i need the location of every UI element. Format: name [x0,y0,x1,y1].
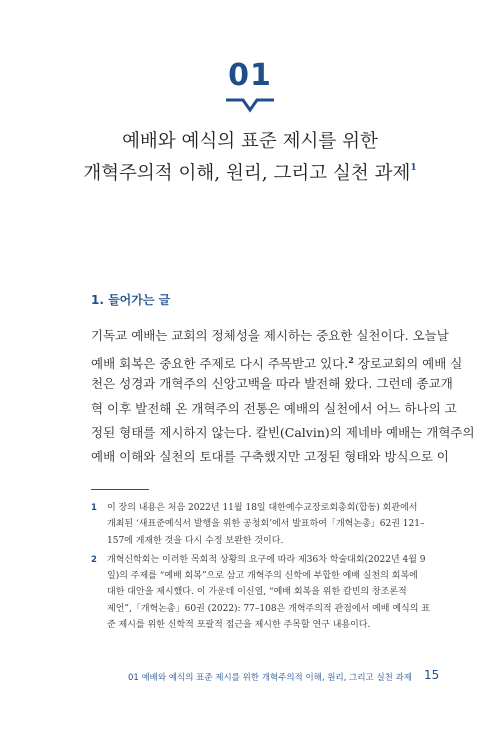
footnote-line: 개혁신학회는 이러한 목회적 상황의 요구에 따라 제36차 학술대회(2022년 4월 9 [107,554,426,565]
footnote-line: 준 제시를 위한 신학적 포괄적 접근을 제시한 주목할 연구 내용이다. [107,620,371,631]
footnote-line: 개최된 ‘새표준예식서 발행을 위한 공청회’에서 발표하여「개혁논총」62권 121– [107,519,425,530]
body-line-text: 장로교회의 예배 실 [353,356,463,372]
chevron-ornament-icon [226,98,274,116]
body-line [91,348,463,372]
body-line: 기독교 예배는 교회의 정체성을 제시하는 중요한 실천이다. 오늘날 [91,328,449,343]
chapter-title-line1: 예배와 예식의 표준 제시를 위한 [122,131,378,152]
page-number: 15 [424,668,440,682]
running-footer: 01 예배와 예식의 표준 제시를 위한 개혁주의적 이해, 원리, 그리고 실천 과제 [127,673,412,683]
footnote-line: 157에 게재한 것을 다시 수정 보완한 것이다. [107,535,284,546]
chapter-title-line2-text: 개혁주의적 이해, 원리, 그리고 실천 과제 [83,163,411,184]
footnote-line: 대한 대안을 제시했다. 이 가운데 이신열, “예배 회복을 위한 칼빈의 창조론적 [107,587,407,598]
body-line: 예배 이해와 실천의 토대를 구축했지만 고정된 형태와 방식으로 이 [91,448,449,464]
footnote-number: 2 [91,554,97,565]
body-line: 천은 성경과 개혁주의 신앙고백을 따라 발전해 왔다. 그런데 종교개 [91,376,453,392]
section-heading: 1. 들어가는 글 [91,293,171,307]
footnote-line: 일)의 주제를 “예배 회복”으로 삼고 개혁주의 신학에 부합한 예배 실천의 회복에 [107,571,418,582]
body-line: 혁 이후 발전해 온 개혁주의 전통은 예배의 실천에서 어느 하나의 고 [91,400,457,416]
chapter-title-line2 [0,155,500,187]
body-line-text: 예배 회복은 중요한 주제로 다시 주목받고 있다. [91,356,349,372]
chapter-number: 01 [228,58,272,93]
body-paragraph [91,324,475,469]
footnotes [91,500,430,636]
footnote-divider [91,489,149,490]
chapter-title [0,128,500,187]
footnote-line: 이 장의 내용은 처음 2022년 11월 18일 대한예수교장로회총회(합동) 회관에서 [107,503,418,513]
footnote [91,552,430,633]
footnote-ref[interactable]: 2 [348,355,354,366]
footnote-line: 제언”,「개혁논총」60권 (2022): 77–108은 개혁주의적 관점에서 예배 예식의 표 [107,603,430,614]
footnote [91,500,425,549]
footnote-number: 1 [91,503,97,513]
footnote-ref[interactable]: 1 [410,163,417,173]
body-line: 정된 형태를 제시하지 않는다. 칼빈(Calvin)의 제네바 예배는 개혁주의 [91,424,475,440]
